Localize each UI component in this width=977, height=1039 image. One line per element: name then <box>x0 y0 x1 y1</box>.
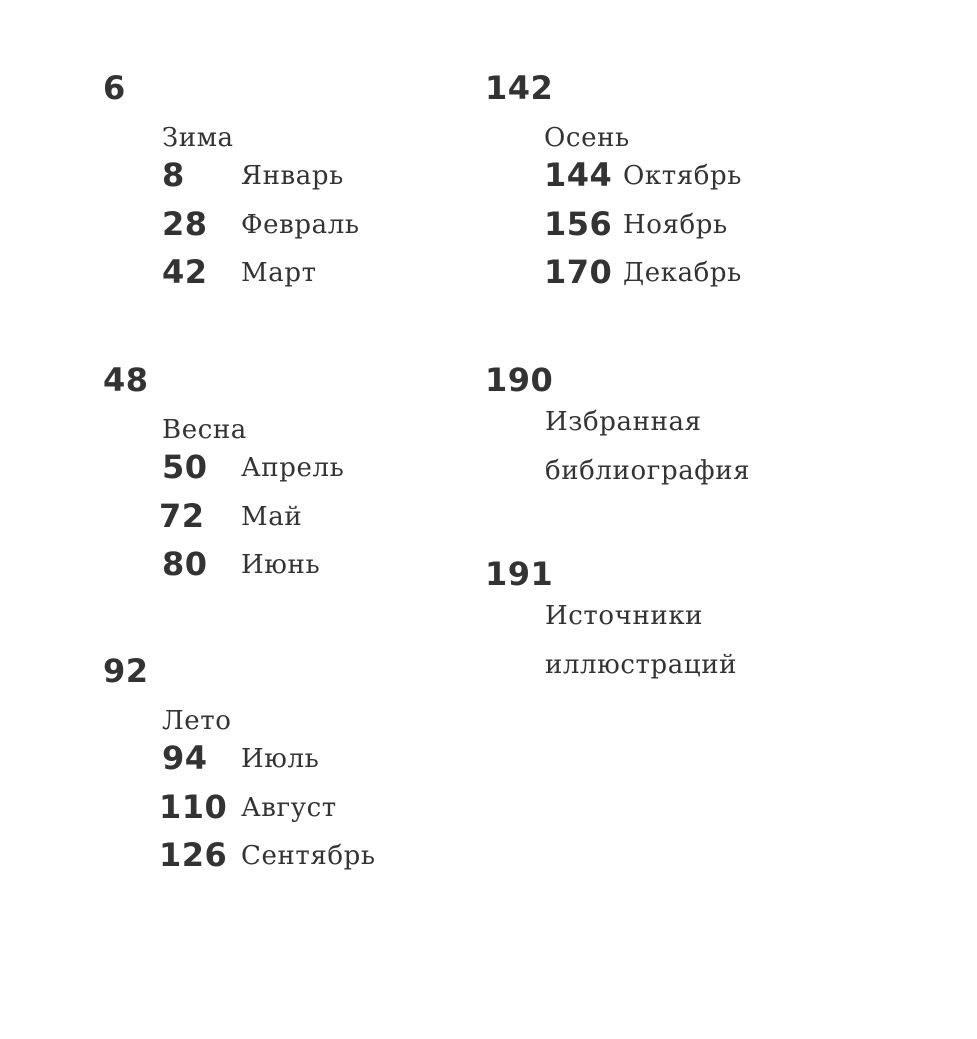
section-page-number: 142 <box>485 69 554 107</box>
section-page-number: 190 <box>485 361 554 399</box>
section-page-number: 48 <box>103 361 149 399</box>
entry-page-number: 28 <box>162 204 208 243</box>
entry-page-number: 50 <box>162 448 208 486</box>
entry-title: Апрель <box>241 453 345 483</box>
entry-page-number: 110 <box>159 787 228 826</box>
section-title <box>545 592 805 689</box>
section-title-line: иллюстраций <box>545 649 738 680</box>
entry-title: Март <box>241 258 317 288</box>
entry-title: Декабрь <box>623 258 742 288</box>
section-title: Осень <box>544 123 630 153</box>
entry-page-number: 144 <box>544 156 613 194</box>
entry-title: Июль <box>241 744 320 774</box>
entry-title: Октябрь <box>623 161 743 191</box>
section-page-number: 191 <box>485 555 554 593</box>
section-title <box>545 398 805 495</box>
entry-page-number: 80 <box>162 545 208 583</box>
entry-page-number: 156 <box>544 204 613 243</box>
section-page-number: 92 <box>103 652 149 690</box>
entry-page-number: 94 <box>162 739 208 777</box>
section-title-line: Избранная <box>545 407 702 437</box>
entry-page-number: 72 <box>159 496 205 535</box>
section-title: Весна <box>162 415 247 445</box>
section-title-line: библиография <box>545 455 751 486</box>
entry-title: Май <box>241 501 303 532</box>
entry-title: Февраль <box>241 209 360 240</box>
entry-title: Июнь <box>241 550 321 580</box>
section-page-number: 6 <box>103 69 126 107</box>
section-title: Зима <box>162 123 234 153</box>
entry-page-number: 8 <box>162 156 185 194</box>
entry-title: Январь <box>241 161 344 191</box>
entry-title: Сентябрь <box>241 841 376 871</box>
section-title: Лето <box>162 706 232 736</box>
entry-page-number: 170 <box>544 253 613 291</box>
section-title-line: Источники <box>545 601 704 631</box>
entry-page-number: 126 <box>159 836 228 874</box>
entry-title: Ноябрь <box>623 209 728 240</box>
entry-page-number: 42 <box>162 253 208 291</box>
entry-title: Август <box>241 792 337 823</box>
